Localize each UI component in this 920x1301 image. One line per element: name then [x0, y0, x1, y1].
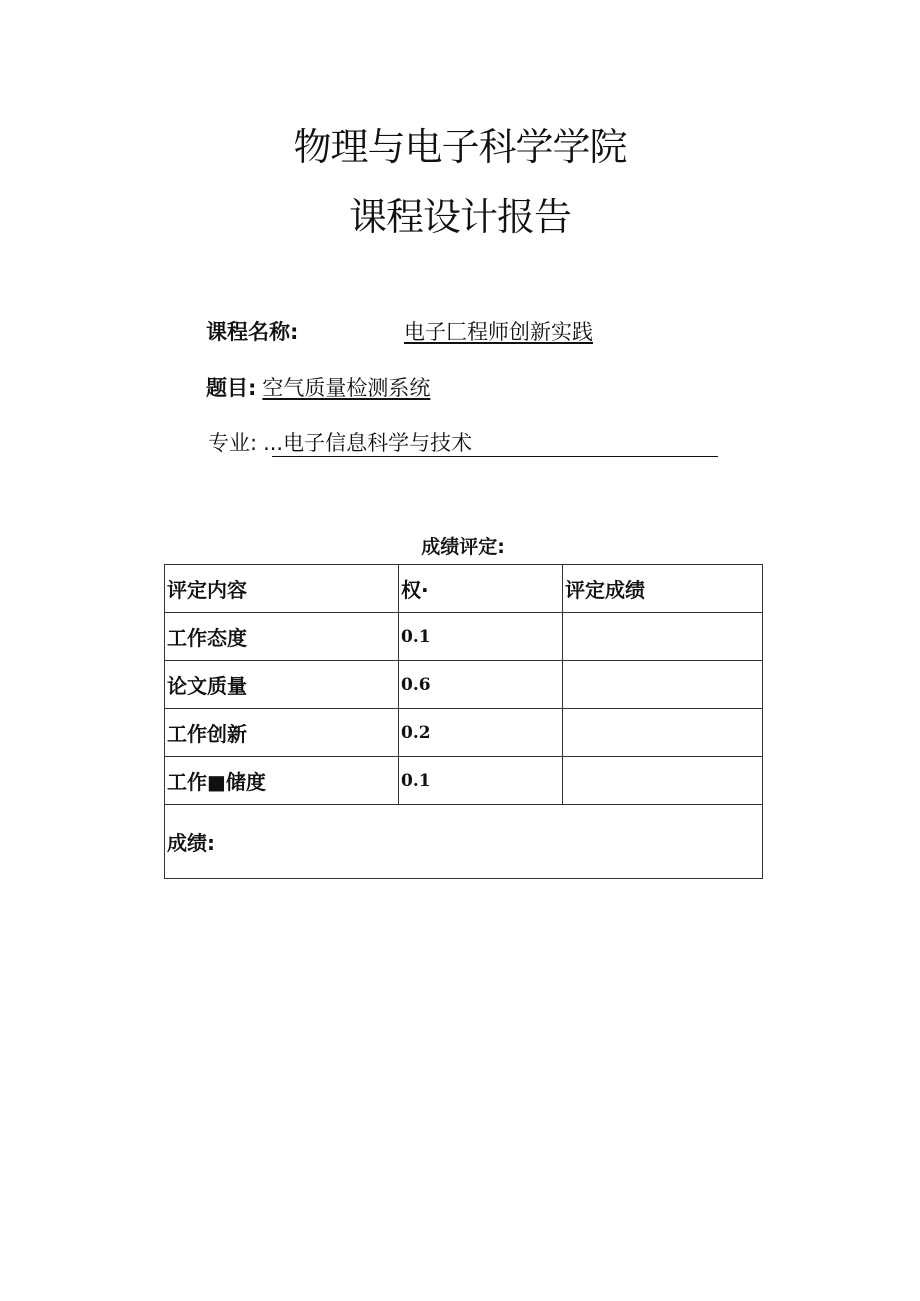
column-header-score: 评定成绩	[563, 565, 763, 613]
weight-cell: 0.6	[399, 661, 563, 709]
grade-table	[164, 564, 763, 879]
weight-cell: 0.1	[399, 757, 563, 805]
table-row	[165, 661, 763, 709]
item-cell: 论文质量	[165, 661, 399, 709]
weight-cell: 0.2	[399, 709, 563, 757]
course-name-label: 课程名称:	[206, 320, 299, 344]
final-grade-cell[interactable]: 成绩:	[165, 805, 763, 879]
major-underline	[272, 456, 718, 457]
item-cell: 工作创新	[165, 709, 399, 757]
major-label: 专业:	[208, 431, 258, 455]
report-title: 课程设计报告	[348, 195, 571, 239]
table-row	[165, 709, 763, 757]
score-cell[interactable]	[563, 661, 763, 709]
topic-value: 空气质量检测系统	[262, 376, 431, 400]
item-cell: 工作态度	[165, 613, 399, 661]
school-title: 物理与电子科学学院	[293, 125, 627, 169]
grade-caption: 成绩评定:	[421, 536, 505, 558]
table-row	[165, 757, 763, 805]
course-name-field	[206, 320, 593, 344]
weight-cell: 0.1	[399, 613, 563, 661]
major-value: ...电子信息科学与技术	[263, 431, 473, 455]
column-header-item: 评定内容	[165, 565, 399, 613]
topic-field	[206, 378, 430, 399]
score-cell[interactable]	[563, 757, 763, 805]
major-field	[208, 433, 472, 454]
item-cell: 工作■储度	[165, 757, 399, 805]
column-header-weight: 权·	[399, 565, 563, 613]
topic-label: 题目:	[206, 376, 257, 400]
table-header-row	[165, 565, 763, 613]
table-row	[165, 613, 763, 661]
course-name-value: 电子匚程师创新实践	[404, 320, 593, 344]
final-grade-row	[165, 805, 763, 879]
score-cell[interactable]	[563, 709, 763, 757]
score-cell[interactable]	[563, 613, 763, 661]
